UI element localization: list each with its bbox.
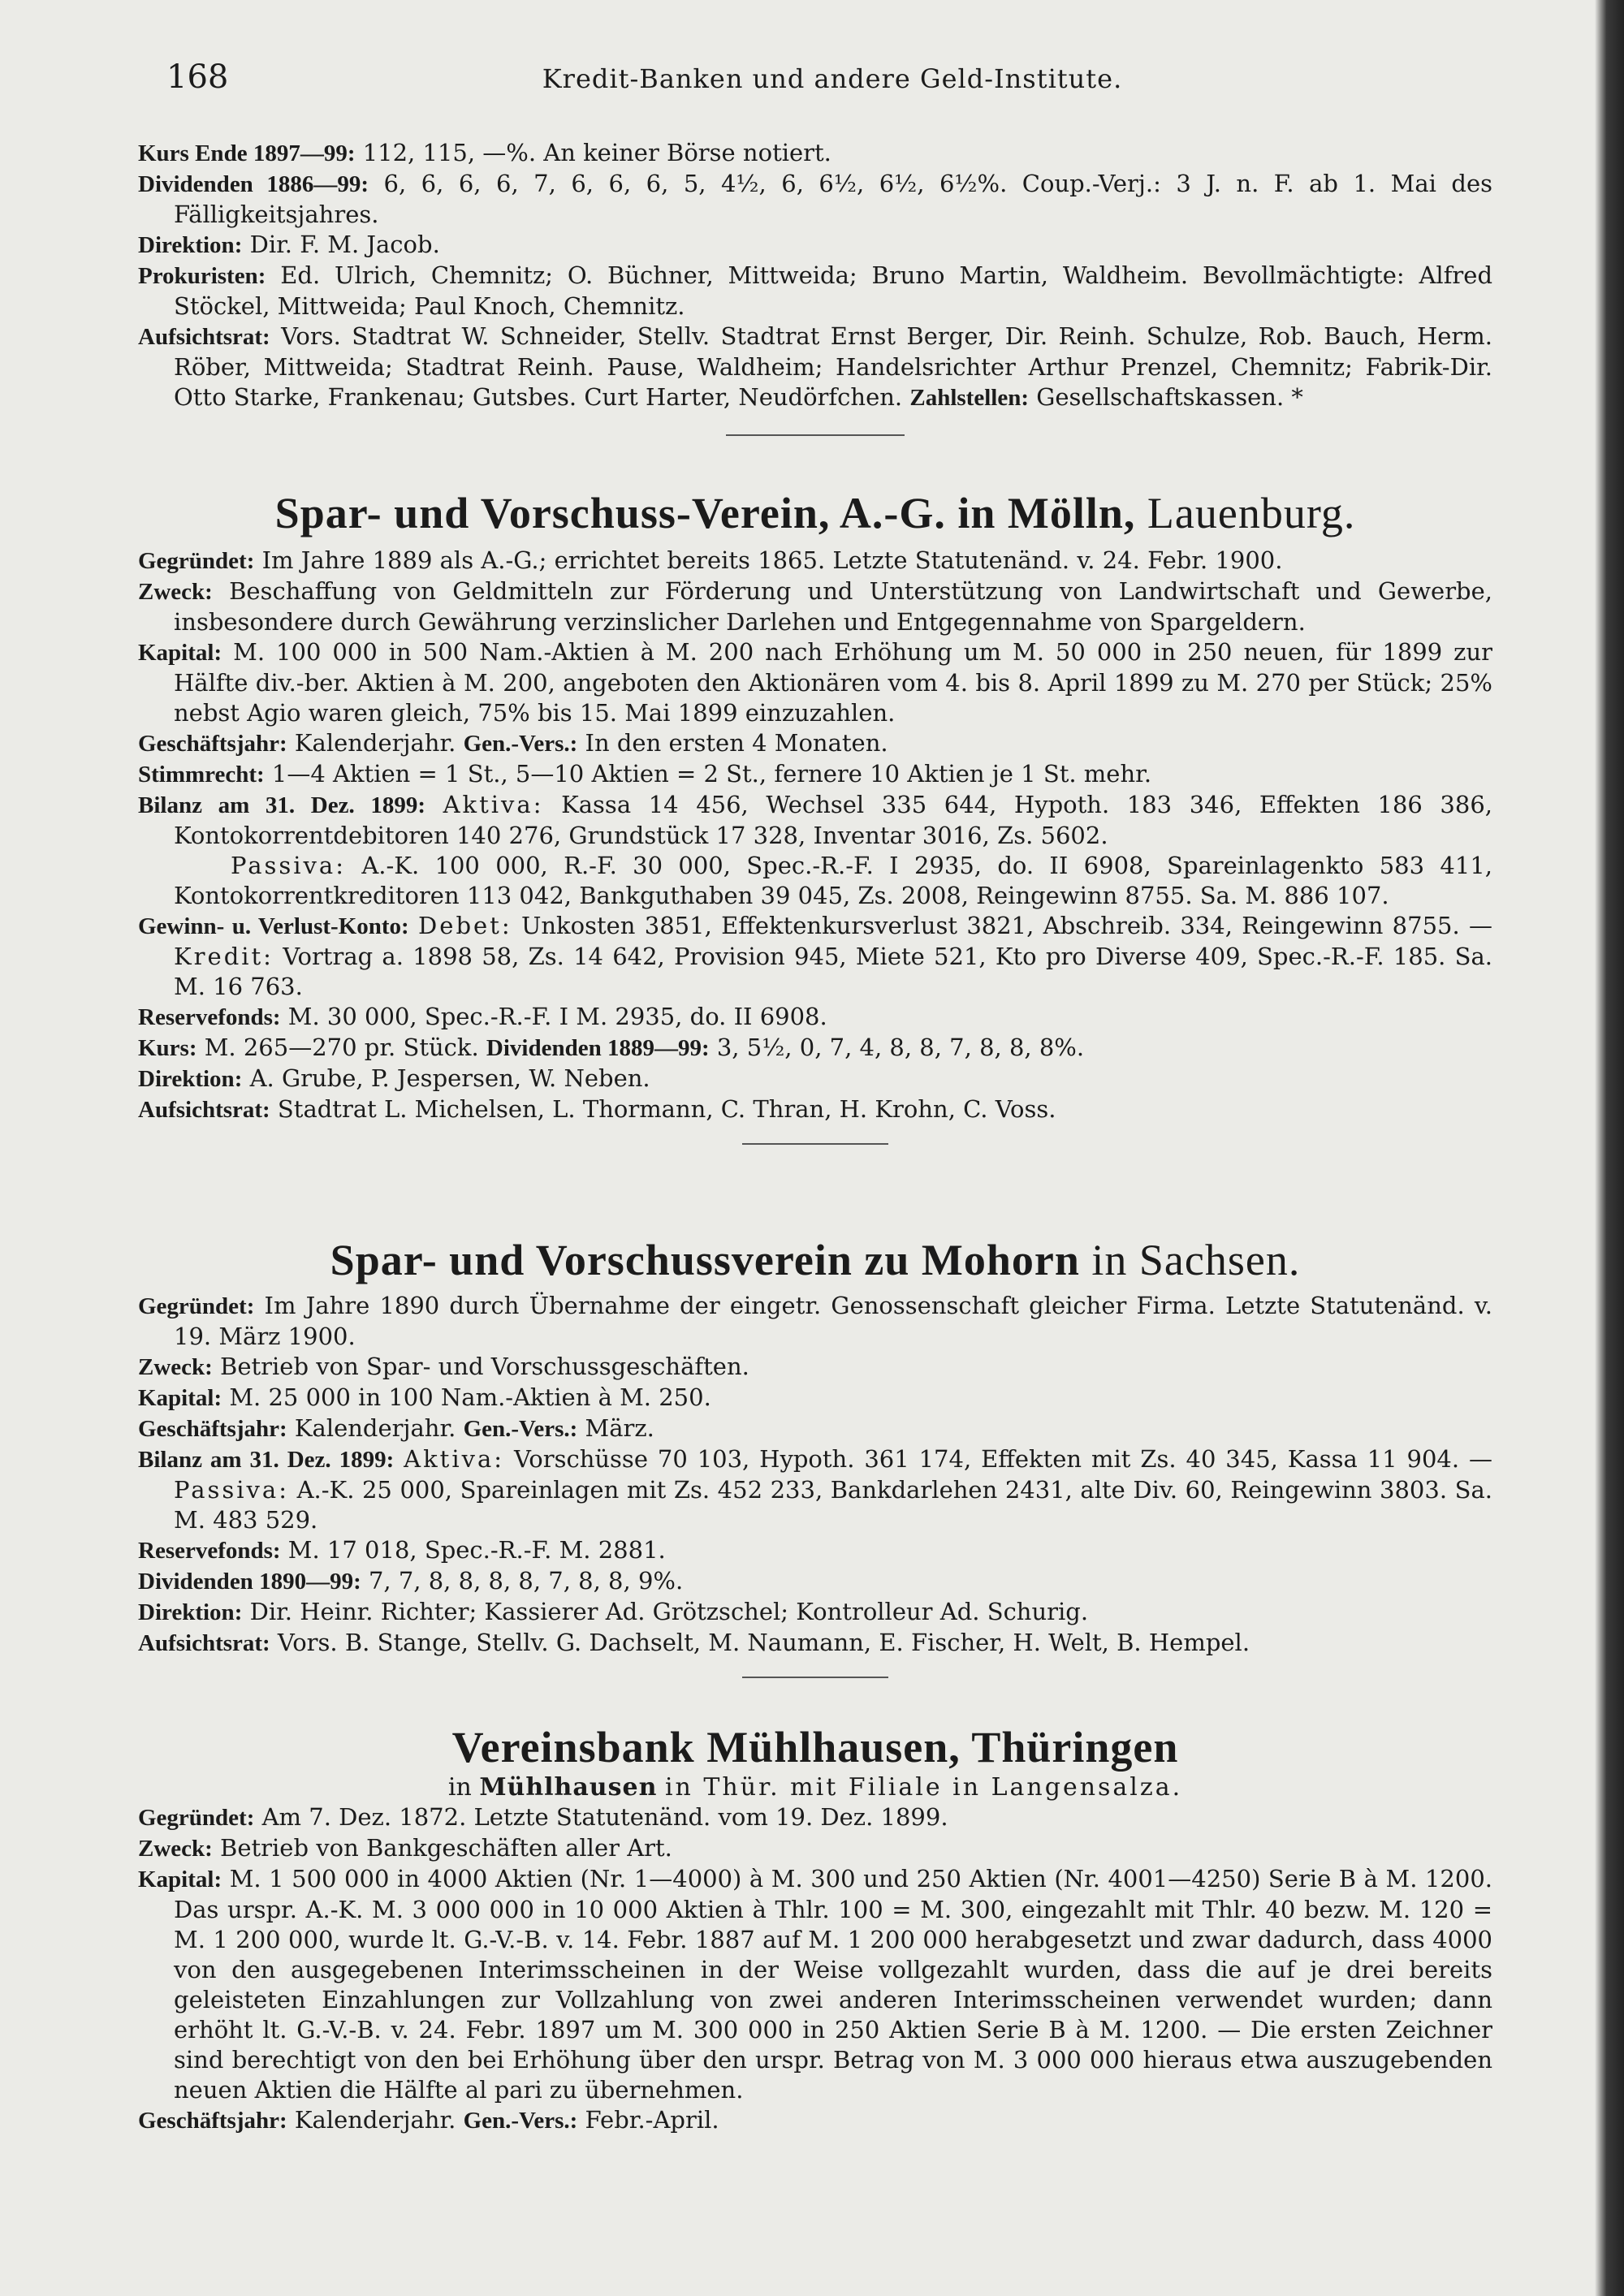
bilanz-line: Bilanz am 31. Dez. 1899: Aktiva: Vorschüsse 70 103, Hypoth. 361 174, Effekten mit Zs. 40 345, Kassa 11 904. — Passiva: A.-K. 25 000, Spareinlagen mit Zs. 452 233, Bankdarlehen 2431, alte Div. 60, Reingewinn 3803. Sa. M. 483 529. [138,1445,1493,1534]
bilanz-line: Bilanz am 31. Dez. 1899: Aktiva: Kassa 14 456, Wechsel 335 644, Hypoth. 183 346, Effekten 186 386, Kontokorrentdebitoren 140 276, Grundstück 17 328, Inventar 3016, Zs. 5602. [138,791,1493,849]
kapital-line: Kapital: M. 25 000 in 100 Nam.-Aktien à M. 250. [138,1383,711,1411]
entry-title: Spar- und Vorschuss-Verein, A.-G. in Mölln, Lauenburg. [274,489,1356,537]
page-header [166,58,1498,99]
entry-moelln [138,487,1492,1145]
section-divider [742,1143,888,1145]
zweck-line: Zweck: Beschaffung von Geldmitteln zur Förderung und Unterstützung von Landwirtschaft und Gewerbe, insbesondere durch Gewährung verzinslicher Darlehen und Entgegennahme von Spargeldern. [138,577,1493,636]
gegruendet-line: Gegründet: Am 7. Dez. 1872. Letzte Statutenänd. vom 19. Dez. 1899. [138,1803,948,1831]
geschaeftsjahr-line: Geschäftsjahr: Kalenderjahr. Gen.-Vers.: Febr.-April. [138,2106,719,2134]
entry-subtitle: in Mühlhausen in Thür. mit Filiale in Langensalza. [447,1773,1183,1802]
passiva-line: Passiva: A.-K. 100 000, R.-F. 30 000, Spec.-R.-F. I 2935, do. II 6908, Spareinlagenkto 583 411, Kontokorrentkreditoren 113 042, Bankguthaben 39 045, Zs. 2008, Reingewinn 8755. Sa. M. 886 107. [174,852,1492,909]
zweck-line: Zweck: Betrieb von Bankgeschäften aller Art. [138,1834,672,1862]
guv-line: Gewinn- u. Verlust-Konto: Debet: Unkosten 3851, Effektenkursverlust 3821, Abschreib. 334, Reingewinn 8755. — Kredit: Vortrag a. 1898 58, Zs. 14 642, Provision 945, Miete 521, Kto pro Diverse 409, Spec.-R.-F. 185. Sa. M. 16 763. [138,912,1493,1000]
aufsichtsrat-line: Aufsichtsrat: Vors. Stadtrat W. Schneider, Stellv. Stadtrat Ernst Berger, Dir. Reinh. Schulze, Rob. Bauch, Herm. Röber, Mittweida; Stadtrat Reinh. Pause, Waldheim; Handelsrichter Arthur Prenzel, Chemnitz; Fabrik-Dir. Otto Starke, Frankenau; Gutsbes. Curt Harter, Neudörfchen. Zahlstellen: Gesellschaftskassen. * [138,322,1493,411]
entry-mohorn [138,1234,1492,1678]
aufsichtsrat-line: Aufsichtsrat: Vors. B. Stange, Stellv. G. Dachselt, M. Naumann, E. Fischer, H. Welt, B. Hempel. [138,1629,1250,1656]
page-binding-shadow [1595,0,1624,2296]
prokuristen-line: Prokuristen: Ed. Ulrich, Chemnitz; O. Büchner, Mittweida; Bruno Martin, Waldheim. Bevollmächtigte: Alfred Stöckel, Mittweida; Paul Knoch, Chemnitz. [138,261,1493,320]
section-divider [726,434,905,436]
gegruendet-line: Gegründet: Im Jahre 1890 durch Übernahme der eingetr. Genossenschaft gleicher Firma. Letzte Statutenänd. v. 19. März 1900. [138,1292,1493,1350]
reservefonds-line: Reservefonds: M. 17 018, Spec.-R.-F. M. 2881. [138,1536,666,1564]
entry-muehlhausen [138,1721,1492,2136]
kapital-line: Kapital: M. 1 500 000 in 4000 Aktien (Nr. 1—4000) à M. 300 und 250 Aktien (Nr. 4001—4250) Serie B à M. 1200. Das urspr. A.-K. M. 3 000 000 in 10 000 Aktien à Thlr. 100 = M. 300, eingezahlt mit Thlr. 40 bezw. M. 120 = M. 1 200 000, wurde lt. G.-V.-B. v. 14. Febr. 1887 auf M. 1 200 000 herabgesetzt und zwar dadurch, dass 4000 von den ausgegebenen Interimsscheinen in der Weise vollgezahlt wurden, dass die auf je drei bereits geleisteten Einzahlungen zur Vollzahlung von zwei anderen Interimsscheinen verwendet wurden; dann erhöht lt. G.-V.-B. v. 24. Febr. 1897 um M. 300 000 in 250 Aktien Serie B à M. 1200. — Die ersten Zeichner sind berechtigt von den bei Erhöhung über den urspr. Betrag von M. 3 000 000 hieraus etwa auszugebenden neuen Aktien die Hälfte al pari zu übernehmen. [138,1865,1492,2104]
section-divider [742,1677,888,1678]
direktion-line: Direktion: Dir. F. M. Jacob. [138,231,440,258]
entry-title: Vereinsbank Mühlhausen, Thüringen [451,1723,1179,1772]
running-title: Kredit-Banken und andere Geld-Institute. [542,63,1123,94]
kurs-line: Kurs: M. 265—270 pr. Stück. Dividenden 1889—99: 3, 5½, 0, 7, 4, 8, 8, 7, 8, 8, 8%. [138,1034,1085,1061]
dividenden-line: Dividenden 1886—99: 6, 6, 6, 6, 7, 6, 6, 6, 5, 4½, 6, 6½, 6½, 6½%. Coup.-Verj.: 3 J. n. F. ab 1. Mai des Fälligkeitsjahres. [138,170,1492,228]
reservefonds-line: Reservefonds: M. 30 000, Spec.-R.-F. I M. 2935, do. II 6908. [138,1003,827,1030]
page-number: 168 [166,58,229,96]
entry-title: Spar- und Vorschussverein zu Mohorn in Sachsen. [330,1236,1301,1284]
aufsichtsrat-line: Aufsichtsrat: Stadtrat L. Michelsen, L. Thormann, C. Thran, H. Krohn, C. Voss. [138,1095,1056,1123]
direktion-line: Direktion: Dir. Heinr. Richter; Kassierer Ad. Grötzschel; Kontrolleur Ad. Schurig. [138,1598,1089,1625]
geschaeftsjahr-line: Geschäftsjahr: Kalenderjahr. Gen.-Vers.: In den ersten 4 Monaten. [138,729,888,757]
entry-continuation [138,138,1492,436]
gegruendet-line: Gegründet: Im Jahre 1889 als A.-G.; errichtet bereits 1865. Letzte Statutenänd. v. 24. Febr. 1900. [138,546,1283,574]
kapital-line: Kapital: M. 100 000 in 500 Nam.-Aktien à M. 200 nach Erhöhung um M. 50 000 in 250 neuen, für 1899 zur Hälfte div.-ber. Aktien à M. 200, angeboten den Aktionären vom 4. bis 8. April 1899 zu M. 270 per Stück; 25% nebst Agio waren gleich, 75% bis 15. Mai 1899 einzuzahlen. [138,638,1492,727]
direktion-line: Direktion: A. Grube, P. Jespersen, W. Neben. [138,1064,650,1092]
kurs-line: Kurs Ende 1897—99: 112, 115, —%. An keiner Börse notiert. [138,139,831,166]
dividenden-line: Dividenden 1890—99: 7, 7, 8, 8, 8, 8, 7, 8, 8, 9%. [138,1567,684,1595]
zweck-line: Zweck: Betrieb von Spar- und Vorschussgeschäften. [138,1353,749,1380]
stimmrecht-line: Stimmrecht: 1—4 Aktien = 1 St., 5—10 Aktien = 2 St., fernere 10 Aktien je 1 St. mehr. [138,760,1152,788]
geschaeftsjahr-line: Geschäftsjahr: Kalenderjahr. Gen.-Vers.: März. [138,1414,654,1442]
